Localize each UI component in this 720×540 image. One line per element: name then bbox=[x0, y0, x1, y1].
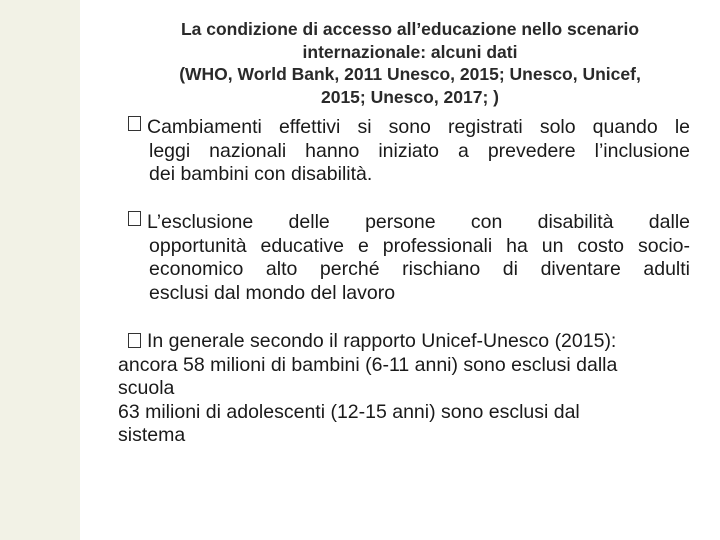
title-line: (WHO, World Bank, 2011 Unesco, 2015; Unesco, Unicef, bbox=[179, 64, 641, 84]
title-line: internazionale: alcuni dati bbox=[302, 41, 518, 62]
bullet-text-line: In generale secondo il rapporto Unicef-Unesco (2015): bbox=[147, 330, 617, 352]
title-line: La condizione di accesso all’educazione nello scenario bbox=[180, 19, 640, 39]
bullet-text-line: esclusi dal mondo del lavoro bbox=[149, 281, 396, 304]
bullet-text-line: 63 milioni di adolescenti (12-15 anni) sono esclusi dal bbox=[118, 400, 580, 423]
checkbox-bullet-icon bbox=[128, 116, 141, 131]
title-line: 2015; Unesco, 2017; ) bbox=[320, 86, 499, 107]
bullet-text-line: scuola bbox=[118, 377, 175, 399]
bullet-item bbox=[128, 211, 690, 305]
bullet-text-line: ancora 58 milioni di bambini (6-11 anni) sono esclusi dalla bbox=[118, 353, 618, 376]
bullet-text-line: economico alto perché rischiano di diventare adulti bbox=[149, 258, 690, 280]
bullet-text-line: Cambiamenti effettivi si sono registrati solo quando le bbox=[147, 116, 690, 138]
bullet-text-line: opportunità educative e professionali ha un costo socio- bbox=[149, 234, 690, 257]
bullet-text-line: dei bambini con disabilità. bbox=[149, 163, 373, 185]
slide-title bbox=[140, 18, 680, 108]
bullet-text-line: sistema bbox=[118, 424, 186, 446]
bullet-item bbox=[118, 330, 698, 448]
checkbox-bullet-icon bbox=[128, 211, 141, 226]
decorative-side-bar bbox=[0, 0, 80, 540]
bullet-text-line: leggi nazionali hanno iniziato a prevedere l’inclusione bbox=[149, 139, 690, 162]
checkbox-bullet-icon bbox=[128, 333, 141, 348]
bullet-item bbox=[128, 116, 690, 187]
bullet-text-line: L’esclusione delle persone con disabilità dalle bbox=[147, 211, 690, 233]
